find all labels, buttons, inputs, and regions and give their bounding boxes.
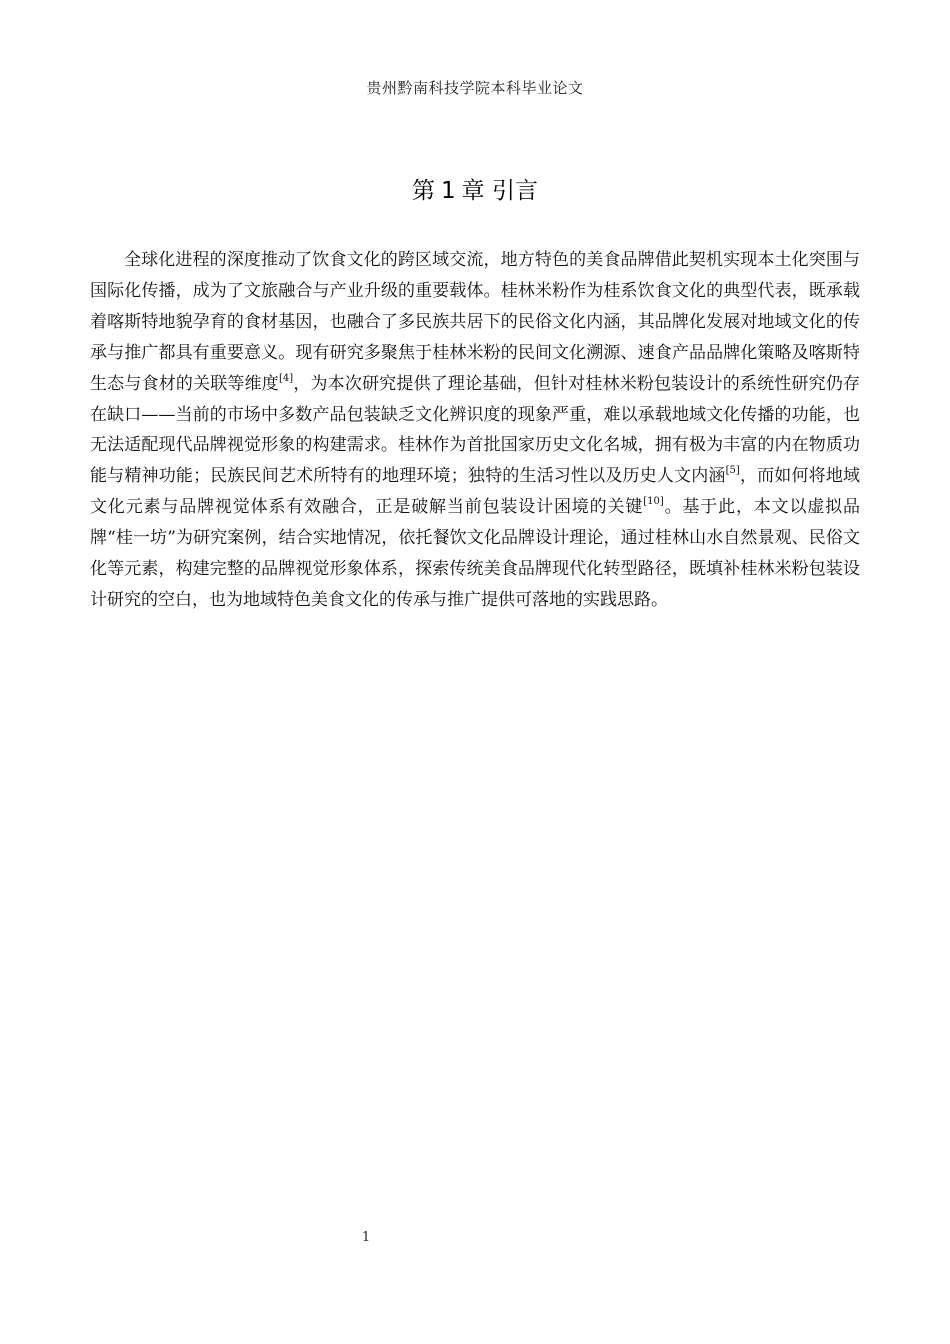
chapter-title xyxy=(0,172,950,205)
paragraph-text: ，而如何将地域文化元素与品牌视觉体系有效融合，正是破解当前包装设计困境的关键 xyxy=(90,466,861,518)
citation-ref: [10] xyxy=(643,496,664,508)
citation-ref: [5] xyxy=(725,465,740,477)
page-number: 1 xyxy=(361,1230,371,1245)
paragraph-text: ，为本次研究提供了理论基础，但针对桂林米粉包装设计的系统性研究仍存在缺口——当前的市场中多数产品包装缺乏文化辨识度的现象严重，难以承载地域文化传播的功能，也无法适配现代品牌视觉形象的构建需求。桂林作为首批国家历史文化名城，拥有极为丰富的内在物质功能与精神功能；民族民间艺术所特有的地理环境；独特的生活习性以及历史人文内涵 xyxy=(90,373,861,487)
running-header: 贵州黔南科技学院本科毕业论文 xyxy=(366,79,584,97)
chapter-name: 引言 xyxy=(491,178,538,204)
chapter-prefix: 第 xyxy=(412,178,436,204)
citation-ref: [4] xyxy=(278,372,294,384)
chapter-suffix: 章 xyxy=(461,178,485,204)
paragraph-text: 全球化进程的深度推动了饮食文化的跨区域交流，地方特色的美食品牌借此契机实现本土化突围与国际化传播，成为了文旅融合与产业升级的重要载体。桂林米粉作为桂系饮食文化的典型代表，既承载着喀斯特地貌孕育的食材基因，也融合了多民族共居下的民俗文化内涵，其品牌化发展对地域文化的传承与推广都具有重要意义。现有研究多聚焦于桂林米粉的民间文化溯源、速食产品品牌化策略及喀斯特生态与食材的关联等维度 xyxy=(90,250,860,394)
chapter-number: 1 xyxy=(441,178,456,204)
paragraph-text: 。基于此，本文以虚拟品牌“桂一坊”为研究案例，结合实地情况，依托餐饮文化品牌设计理论，通过桂林山水自然景观、民俗文化等元素，构建完整的品牌视觉形象体系，探索传统美食品牌现代化转型路径，既填补桂林米粉包装设计研究的空白，也为地域特色美食文化的传承与推广提供可落地的实践思路。 xyxy=(90,497,861,610)
intro-paragraph xyxy=(90,245,860,616)
